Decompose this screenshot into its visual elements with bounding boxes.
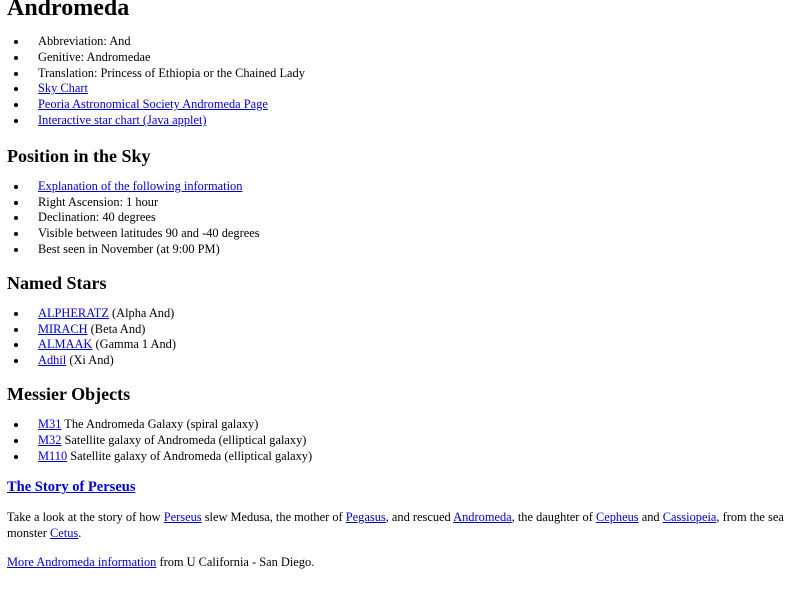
explanation-link[interactable]: Explanation of the following information — [38, 178, 243, 193]
list-item-star — [38, 322, 799, 338]
list-item-abbreviation: Abbreviation: And — [38, 34, 799, 50]
story-text: . — [78, 526, 82, 541]
page-content — [7, 0, 799, 571]
story-of-perseus-link[interactable]: The Story of Perseus — [7, 479, 136, 496]
star-link[interactable]: MIRACH — [38, 321, 88, 336]
peoria-link[interactable]: Peoria Astronomical Society Andromeda Page — [38, 97, 268, 112]
messier-description: Satellite galaxy of Andromeda (elliptical galaxy) — [67, 448, 313, 463]
star-designation: (Xi And) — [66, 353, 114, 368]
cassiopeia-link[interactable]: Cassiopeia — [662, 510, 717, 525]
list-item-star — [38, 353, 799, 369]
sky-chart-link[interactable]: Sky Chart — [38, 81, 88, 96]
star-link[interactable]: ALMAAK — [38, 337, 93, 352]
cetus-link[interactable]: Cetus — [50, 526, 79, 541]
story-text: slew Medusa, the mother of — [201, 510, 346, 525]
story-paragraph — [7, 510, 799, 542]
list-item-best-seen: Best seen in November (at 9:00 PM) — [38, 242, 799, 258]
messier-list — [7, 417, 799, 464]
story-text: Take a look at the story of how — [7, 510, 164, 525]
story-text: , from the sea monster — [7, 510, 784, 541]
footer-source-text: from U California - San Diego. — [156, 554, 315, 569]
list-item-genitive: Genitive: Andromedae — [38, 50, 799, 66]
pegasus-link[interactable]: Pegasus — [345, 510, 386, 525]
page-title: Andromeda — [7, 0, 130, 21]
cepheus-link[interactable]: Cepheus — [595, 510, 639, 525]
list-item-messier — [38, 417, 799, 433]
story-text: , the daughter of — [511, 510, 596, 525]
position-list — [7, 179, 799, 258]
interactive-chart-link[interactable]: Interactive star chart (Java applet) — [38, 112, 207, 127]
list-item-peoria — [38, 97, 799, 113]
messier-link[interactable]: M110 — [38, 448, 68, 463]
perseus-link[interactable]: Perseus — [163, 510, 202, 525]
messier-link[interactable]: M32 — [38, 432, 62, 447]
star-designation: (Gamma 1 And) — [92, 337, 177, 352]
named-stars-heading: Named Stars — [7, 272, 107, 293]
list-item-right-ascension: Right Ascension: 1 hour — [38, 195, 799, 211]
position-heading: Position in the Sky — [7, 145, 151, 166]
list-item-star — [38, 337, 799, 353]
more-info-link[interactable]: More Andromeda information — [7, 554, 157, 569]
messier-link[interactable]: M31 — [38, 416, 62, 431]
messier-description: Satellite galaxy of Andromeda (elliptical galaxy) — [61, 432, 307, 447]
star-link[interactable]: Adhil — [38, 353, 67, 368]
intro-list — [7, 34, 799, 129]
star-designation: (Alpha And) — [108, 305, 175, 320]
list-item-declination: Declination: 40 degrees — [38, 210, 799, 226]
named-stars-list — [7, 306, 799, 369]
footer-line — [7, 555, 799, 571]
andromeda-link[interactable]: Andromeda — [453, 510, 512, 525]
list-item-messier — [38, 449, 799, 465]
story-text: and — [638, 510, 663, 525]
story-heading — [7, 478, 799, 496]
list-item-explanation — [38, 179, 799, 195]
messier-description: The Andromeda Galaxy (spiral galaxy) — [61, 416, 259, 431]
list-item-messier — [38, 433, 799, 449]
list-item-interactive-chart — [38, 113, 799, 129]
messier-heading: Messier Objects — [7, 383, 131, 404]
story-text: , and rescued — [385, 510, 454, 525]
list-item-translation: Translation: Princess of Ethiopia or the Chained Lady — [38, 66, 799, 82]
star-designation: (Beta And) — [87, 321, 146, 336]
list-item-visible: Visible between latitudes 90 and -40 degrees — [38, 226, 799, 242]
list-item-star — [38, 306, 799, 322]
star-link[interactable]: ALPHERATZ — [38, 305, 109, 320]
list-item-sky-chart — [38, 81, 799, 97]
